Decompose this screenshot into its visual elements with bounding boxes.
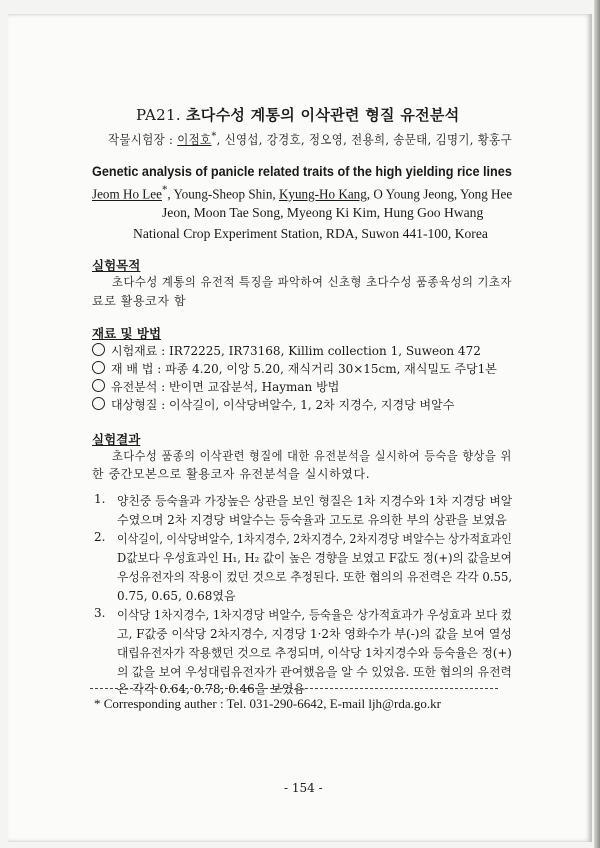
author-en-3: Kyung-Ho Kang [278,186,367,202]
paper-title-kr [136,104,460,125]
authors-kr [108,130,512,148]
result-3-line-2: 고, F값중 이삭당 2차지경수, 지경당 1·2차 영화수가 부(-)의 값을 보여 열성 [117,627,512,641]
method-item-text: 대상형질 : 이삭길이, 이삭당벼알수, 1, 2차 지경수, 지경당 벼알수 [111,398,455,412]
method-item-text: 시험재료 : IR72225, IR73168, Killim collection 1, Suweon 472 [111,344,481,358]
result-1-number: 1. [94,492,106,506]
method-item-1 [92,342,481,359]
author-main-kr: 이점호 [177,132,212,148]
corresponding-mark: * [211,130,217,142]
circle-bullet-icon [92,379,105,392]
result-2-line-4: 0.75, 0.65, 0.68였음 [117,589,236,603]
objective-heading: 실험목적 [92,258,141,273]
result-3-number: 3. [94,606,106,620]
paper-title-en: Genetic analysis of panicle related traits of the high yielding rice lines [92,164,512,180]
results-heading: 실험결과 [92,432,141,447]
circle-bullet-icon [92,397,105,410]
authors-rest-kr: , 신영섭, 강경호, 정오영, 전용희, 송문태, 김명기, 황홍구 [216,132,512,148]
result-1-line-2: 수였으며 2차 지경당 벼알수는 등숙율과 고도로 유의한 부의 상관을 보였음 [117,513,507,527]
footnote-divider [90,688,498,689]
result-3-line-1: 이삭당 1차지경수, 1차지경당 벼알수, 등숙율은 상가적효과가 우성효과 보다 컸 [117,608,513,622]
method-item-3 [92,378,339,395]
result-2-line-2: D값보다 우성효과인 H₁, H₂ 값이 높은 경향을 보였고 F값도 정(+)의 값을보여 [117,551,512,565]
methods-heading: 재료 및 방법 [92,326,162,341]
result-2-line-1: 이삭길이, 이삭당벼알수, 1차지경수, 2차지경수, 2차지경당 벼알수는 상가적효과인 [117,532,512,546]
page-number: - 154 - [284,781,323,795]
result-3-line-4: 의 값을 보여 우성대립유전자가 관여했음을 알 수 있었음. 또한 협의의 유전력 [117,665,512,679]
title-kr-text: 초다수성 계통의 이삭관련 형질 유전분석 [185,106,460,124]
result-2-number: 2. [94,530,106,544]
method-item-2 [92,360,497,377]
circle-bullet-icon [92,343,105,356]
corresponding-mark-en: * [161,184,168,196]
objective-line-1: 초다수성 계통의 유전적 특징을 파악하여 신초형 초다수성 품종육성의 기초자 [112,275,512,289]
author-en-4: , O Young Jeong, Yong Hee [366,186,513,202]
result-2-line-3: 우성유전자의 작용이 컸던 것으로 추정된다. 또한 협의의 유전력은 각각 0.55, [117,570,513,584]
method-item-text: 유전분석 : 반이면 교잡분석, Hayman 방법 [111,380,340,394]
method-item-4 [92,396,454,413]
page-edge-shadow [594,0,600,848]
result-3-line-5: 은 각각 0.64, 0.78, 0.46을 보였음 [117,682,306,696]
footnote: * Corresponding auther : Tel. 031-290-6642, E-mail ljh@rda.go.kr [94,696,441,711]
objective-line-2: 료로 활용코자 함 [92,294,187,308]
authors-label: 작물시험장 : [108,132,174,148]
result-3-line-3: 대립유전자가 작용했던 것으로 추정되며, 이삭당 1차지경수와 등숙율은 정(+) [117,646,512,660]
results-intro-1: 초다수성 품종의 이삭관련 형질에 대한 유전분석을 실시하여 등숙을 향상을 위 [112,449,512,463]
result-1-line-1: 양친중 등숙율과 가장높은 상관을 보인 형질은 1차 지경수와 1차 지경당 벼알 [117,494,513,508]
results-intro-2: 한 중간모본으로 활용코자 유전분석을 실시하였다. [92,467,371,481]
authors-en-line2: Jeon, Moon Tae Song, Myeong Ki Kim, Hung Goo Hwang [162,205,484,220]
author-en-2: , Young-Sheop Shin, [167,186,279,202]
method-item-text: 재 배 법 : 파종 4.20, 이앙 5.20, 재식거리 30×15cm, 재식밀도 주당1본 [111,362,497,376]
paper-code: PA21. [136,106,181,124]
author-main-en: Jeom Ho Lee [92,186,162,202]
affiliation-en: National Crop Experiment Station, RDA, Suwon 441-100, Korea [133,226,488,241]
circle-bullet-icon [92,361,105,374]
authors-en-line1 [92,184,512,203]
